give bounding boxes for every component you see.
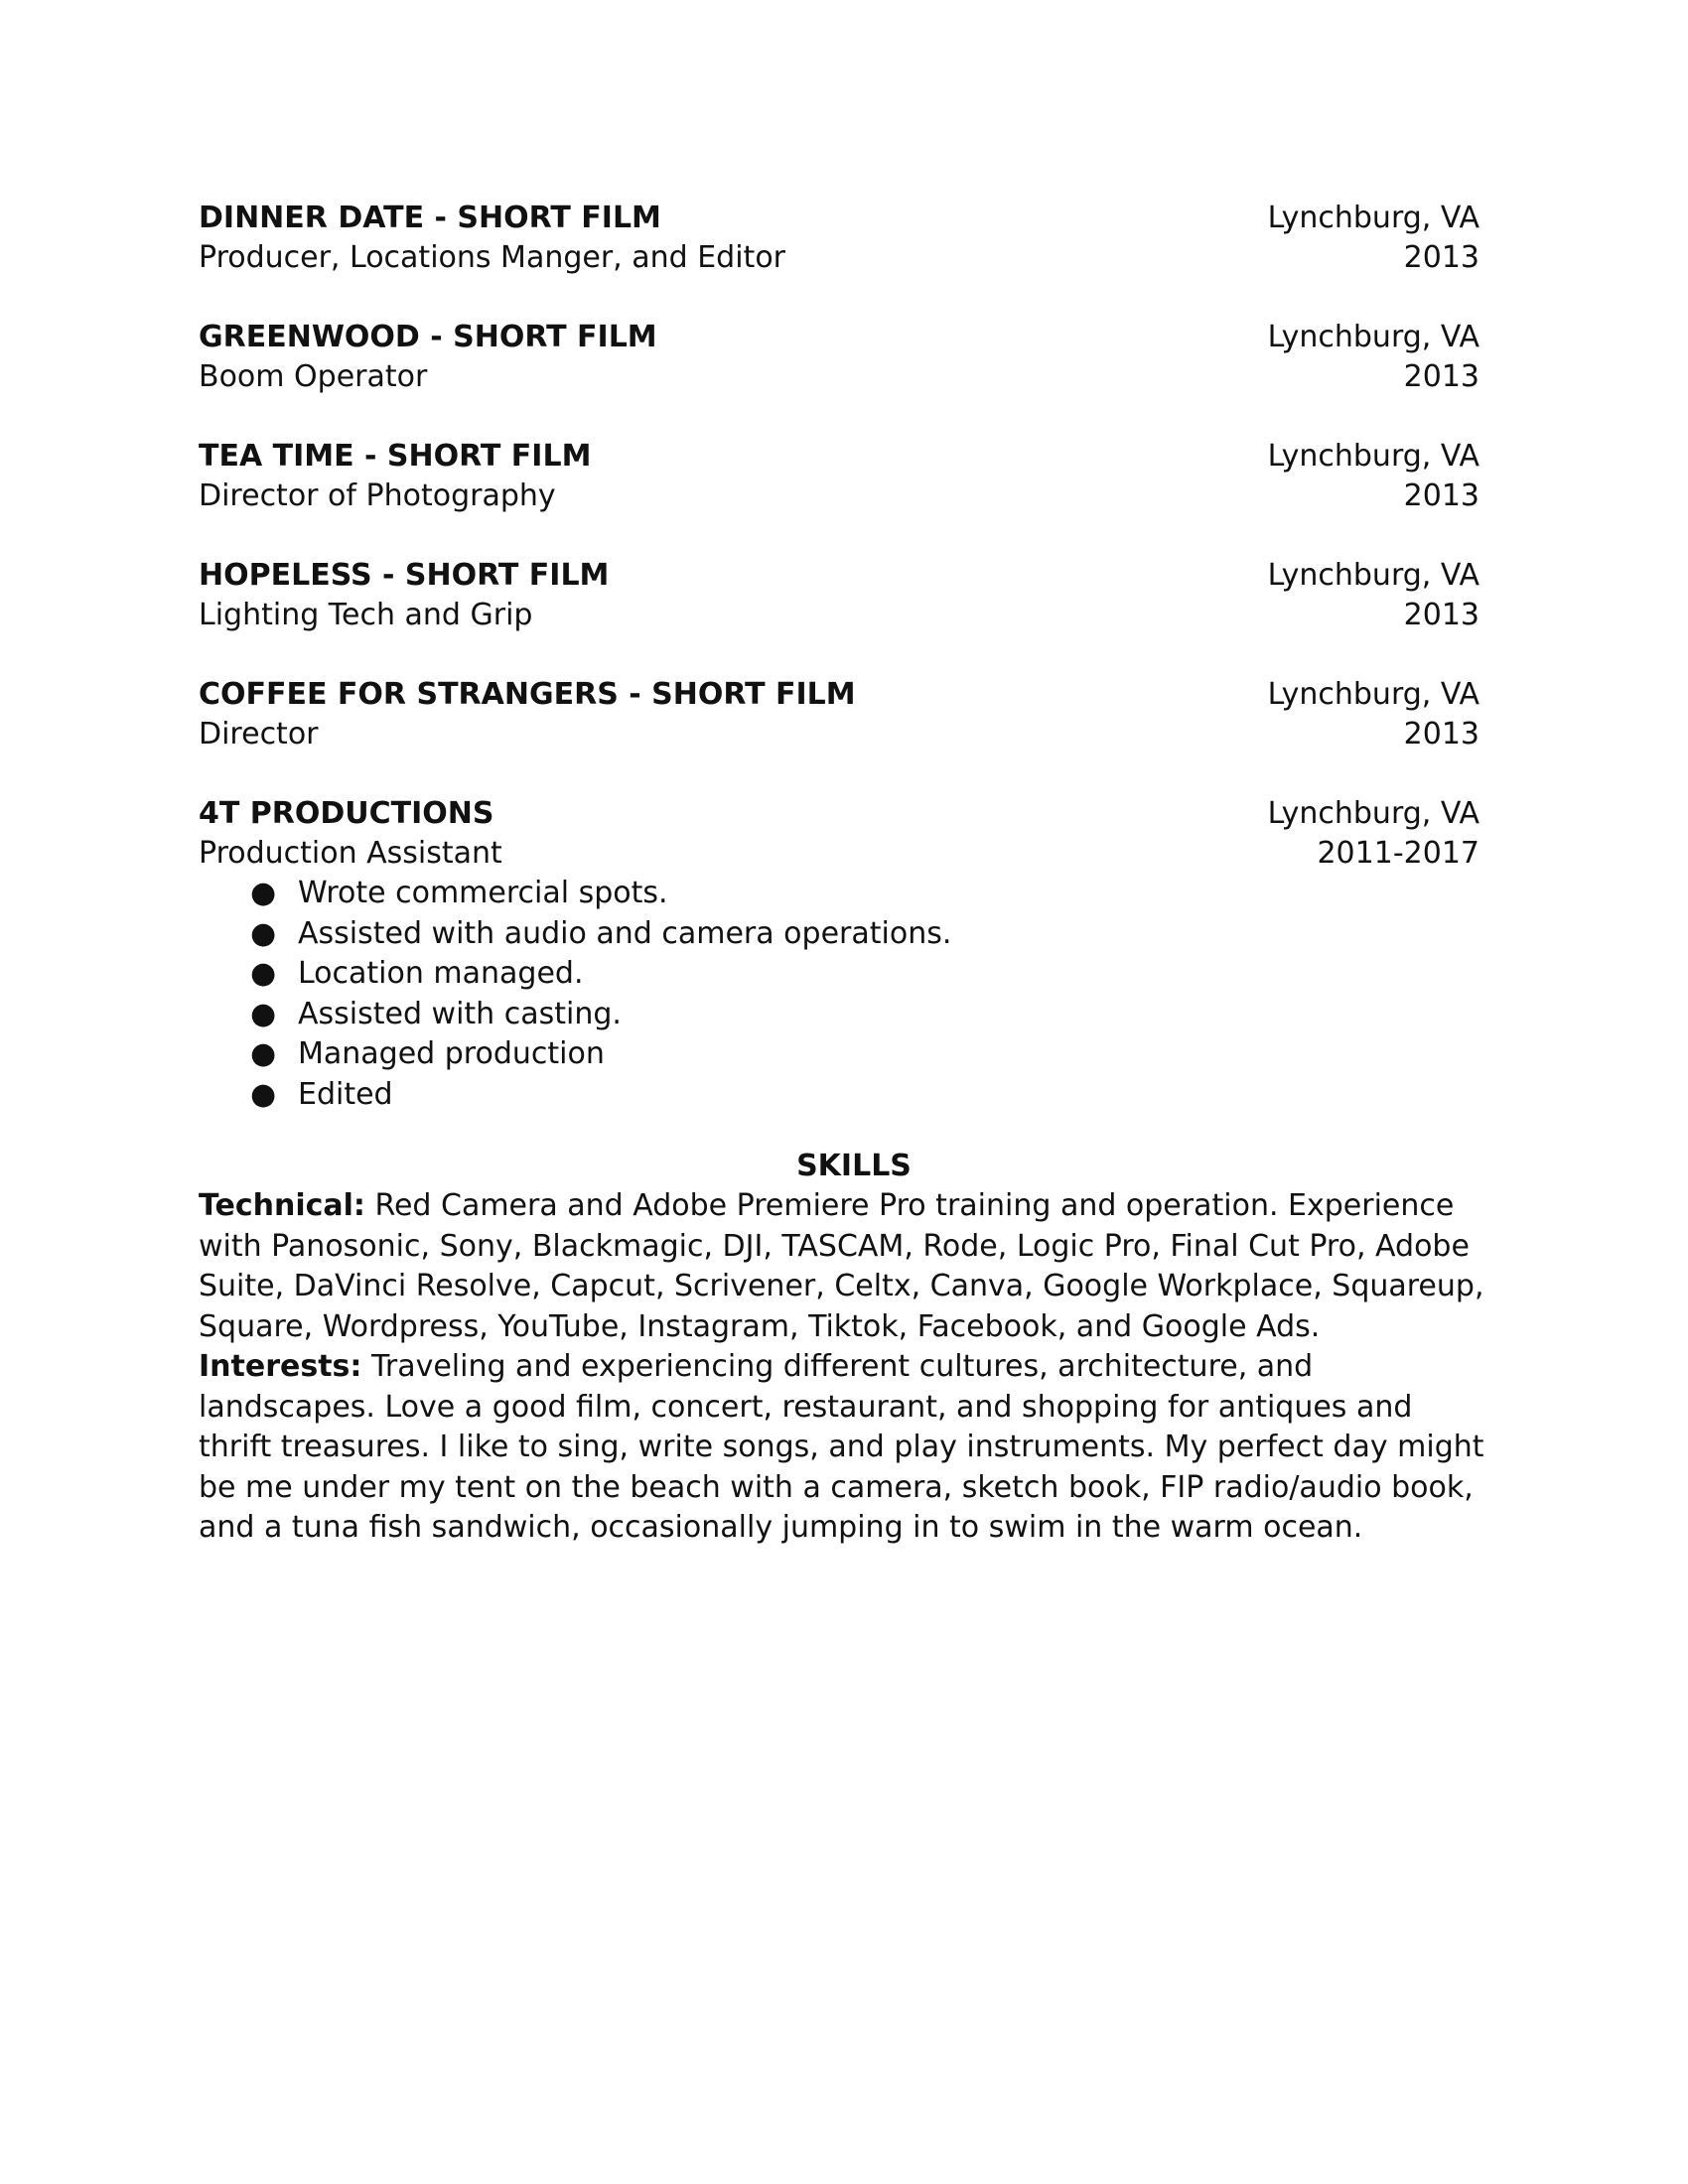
experience-entry: [199, 556, 1479, 635]
bullet-icon: ●: [250, 996, 277, 1031]
experience-entry: [199, 437, 1479, 516]
entry-location: Lynchburg, VA: [1267, 439, 1479, 474]
entry-year: 2013: [1403, 359, 1479, 394]
entry-role: Lighting Tech and Grip: [199, 598, 533, 632]
entry-title: DINNER DATE - SHORT FILM: [199, 201, 661, 235]
entry-role: Producer, Locations Manger, and Editor: [199, 240, 786, 275]
entry-title: GREENWOOD - SHORT FILM: [199, 320, 657, 354]
entry-role: Director of Photography: [199, 478, 556, 513]
list-item: ● Assisted with audio and camera operations.: [298, 914, 1479, 955]
list-item: ● Wrote commercial spots.: [298, 874, 1479, 914]
resume-page: [199, 199, 1484, 1549]
bullet-icon: ●: [250, 915, 277, 951]
entry-year: 2013: [1403, 598, 1479, 632]
experience-entry: [199, 318, 1479, 397]
entry-title: COFFEE FOR STRANGERS - SHORT FILM: [199, 677, 856, 712]
entry-role: Production Assistant: [199, 836, 502, 871]
entry-title: 4T PRODUCTIONS: [199, 796, 494, 831]
bullet-icon: ●: [250, 876, 277, 910]
technical-skills: [199, 1186, 1489, 1347]
interests-text: Traveling and experiencing different cultures, architecture, and landscapes. Love a good film, concert, restaurant, and shopping for antiques and thrift treasures. I like to sing, write songs, and play instruments. My perfect day might be me under my tent on the beach with a camera, sketch book, FIP radio/audio book, and a tuna fish sandwich, occasionally jumping in to swim in the warm ocean.: [199, 1349, 1484, 1545]
list-item: ● Assisted with casting.: [298, 995, 1479, 1035]
entry-year: 2013: [1403, 240, 1479, 275]
bullet-icon: ●: [250, 1076, 277, 1112]
entry-location: Lynchburg, VA: [1267, 677, 1479, 712]
bullet-icon: ●: [250, 1036, 277, 1071]
interests-label: Interests:: [199, 1349, 362, 1384]
entry-role: Boom Operator: [199, 359, 428, 394]
entry-year: 2011-2017: [1317, 836, 1479, 871]
list-item: ● Location managed.: [298, 954, 1479, 995]
duties-list: [199, 874, 1479, 1115]
bullet-icon: ●: [250, 956, 277, 991]
experience-entry: [199, 675, 1479, 754]
entry-location: Lynchburg, VA: [1267, 320, 1479, 354]
entry-title: HOPELESS - SHORT FILM: [199, 558, 610, 593]
experience-entry: [199, 794, 1479, 1115]
experience-entry: [199, 199, 1479, 278]
technical-text: Red Camera and Adobe Premiere Pro training and operation. Experience with Panosonic, Sony, Blackmagic, DJI, TASCAM, Rode, Logic Pro, Final Cut Pro, Adobe Suite, DaVinci Resolve, Capcut, Scrivener, Celtx, Canva, Google Workplace, Squareup, Square, Wordpress, YouTube, Instagram, Tiktok, Facebook, and Google Ads.: [199, 1188, 1484, 1344]
interests: [199, 1347, 1489, 1549]
list-item: ● Edited: [298, 1075, 1479, 1116]
entry-role: Director: [199, 717, 319, 751]
entry-location: Lynchburg, VA: [1267, 796, 1479, 831]
entry-year: 2013: [1403, 478, 1479, 513]
entry-title: TEA TIME - SHORT FILM: [199, 439, 592, 474]
entry-year: 2013: [1403, 717, 1479, 751]
list-item: ● Managed production: [298, 1034, 1479, 1075]
technical-label: Technical:: [199, 1188, 365, 1223]
entry-location: Lynchburg, VA: [1267, 558, 1479, 593]
skills-heading: SKILLS: [796, 1149, 912, 1183]
entry-location: Lynchburg, VA: [1267, 201, 1479, 235]
